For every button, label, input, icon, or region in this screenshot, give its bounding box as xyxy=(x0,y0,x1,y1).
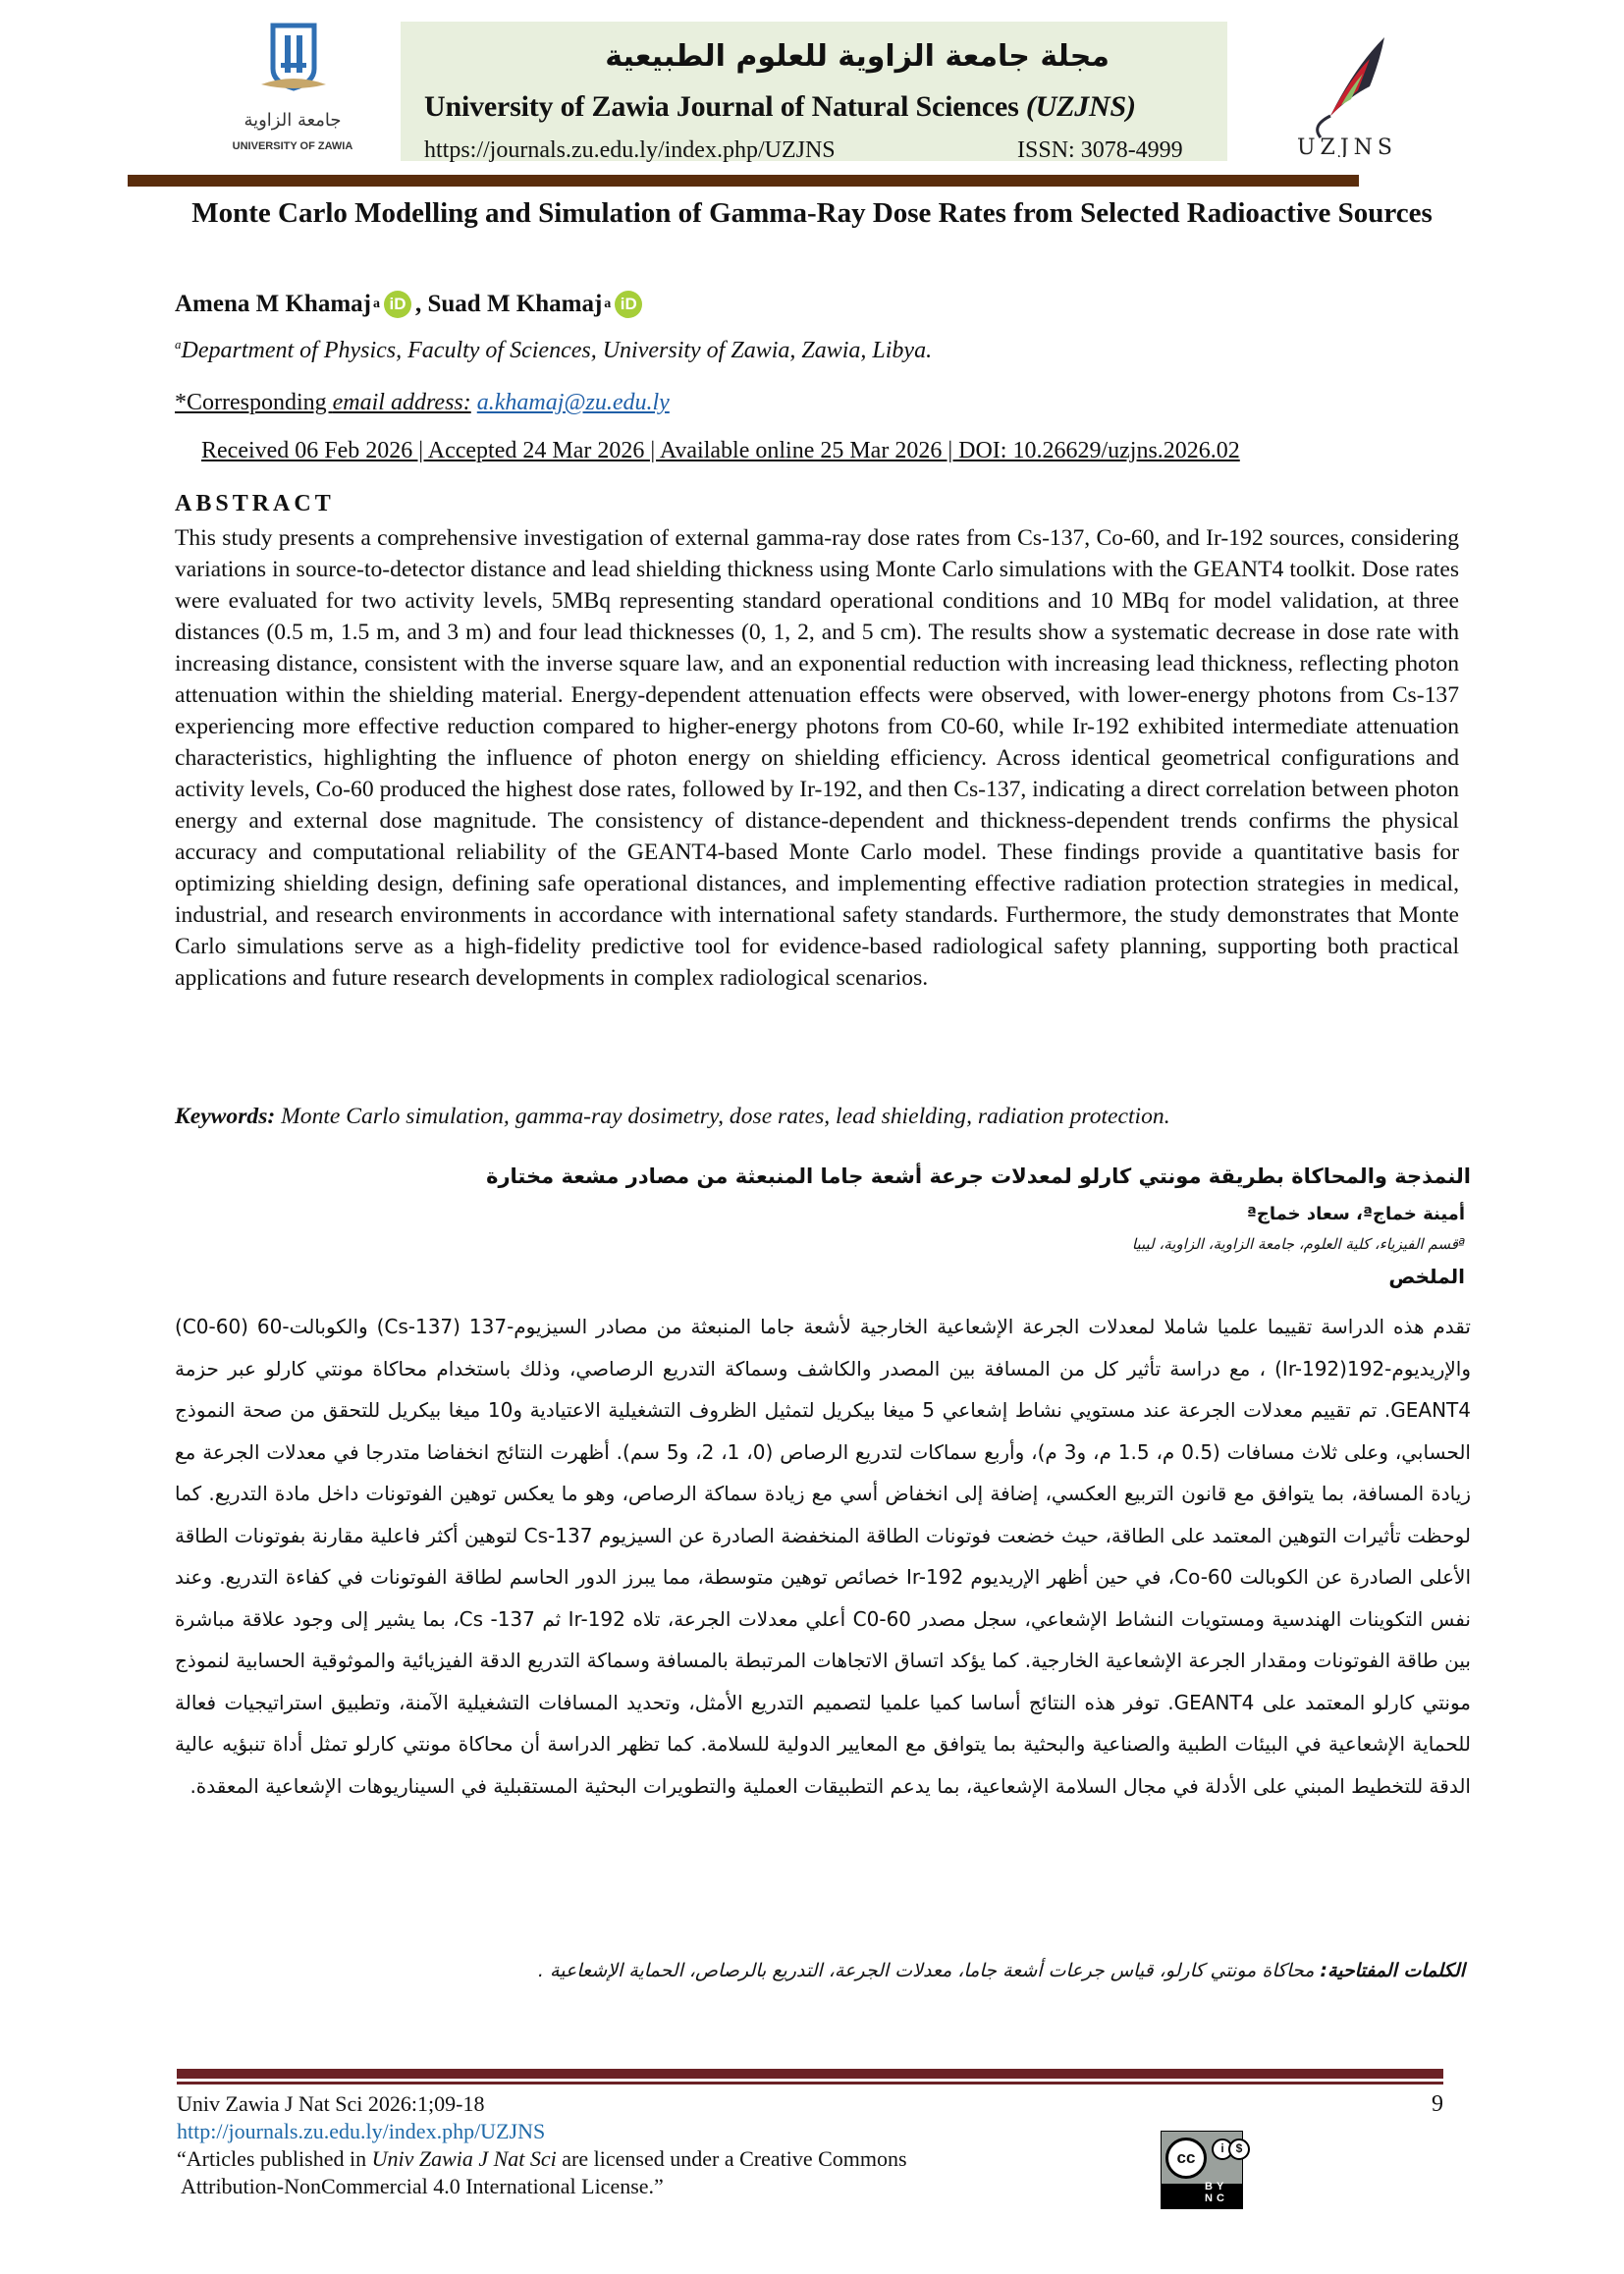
creative-commons-badge[interactable] xyxy=(1161,2131,1243,2209)
keywords-label: Keywords: xyxy=(175,1104,276,1129)
publication-dates: Received 06 Feb 2026 | Accepted 24 Mar 2026 | Available online 25 Mar 2026 | DOI: 10.26629/uzjns.2026.02 xyxy=(201,438,1240,463)
footer-divider-thin xyxy=(177,2082,1443,2084)
journal-title-arabic: مجلة جامعة الزاوية للعلوم الطبيعية xyxy=(605,39,1110,74)
university-shield-icon xyxy=(224,20,361,157)
cc-badge-label: BY NC xyxy=(1205,2181,1228,2204)
journal-title-english: University of Zawia Journal of Natural Sciences (UZJNS) xyxy=(424,90,1136,123)
license-text-line2: Attribution-NonCommercial 4.0 International License.” xyxy=(181,2174,664,2198)
journal-header-box xyxy=(401,22,1227,161)
corresponding-email xyxy=(175,390,670,416)
header-divider xyxy=(128,175,1359,187)
feather-icon xyxy=(1276,29,1424,157)
svg-text:UNIVERSITY OF ZAWIA: UNIVERSITY OF ZAWIA xyxy=(232,140,353,152)
author-name: Amena M Khamaj xyxy=(175,291,371,317)
affiliation-sup: a xyxy=(175,337,182,352)
author-name: Suad M Khamaj xyxy=(427,291,603,317)
orcid-icon[interactable]: iD xyxy=(615,291,642,318)
svg-text:جامعة الزاوية: جامعة الزاوية xyxy=(244,110,342,131)
article-title: Monte Carlo Modelling and Simulation of Gamma-Ray Dose Rates from Selected Radioactive Sources xyxy=(191,197,1433,229)
page-number: 9 xyxy=(1432,2091,1443,2117)
keywords: Keywords: Monte Carlo simulation, gamma-ray dosimetry, dose rates, lead shielding, radiation protection. xyxy=(175,1104,1170,1129)
attribution-icon: i xyxy=(1212,2139,1233,2160)
author-list xyxy=(175,291,646,318)
university-of-zawia-logo xyxy=(224,20,361,157)
footer-divider-thick xyxy=(177,2069,1443,2079)
arabic-abstract-heading: الملخص xyxy=(1388,1265,1465,1288)
author-affil-sup: a xyxy=(604,297,612,311)
license-text-line1: “Articles published in Univ Zawia J Nat Sci are licensed under a Creative Commons xyxy=(177,2146,907,2171)
journal-url[interactable]: https://journals.zu.edu.ly/index.php/UZJNS xyxy=(424,137,836,163)
arabic-authors: أمينة خماجª، سعاد خماجª xyxy=(1246,1204,1465,1224)
arabic-abstract-body: تقدم هذه الدراسة تقييما علميا شاملا لمعدلات الجرعة الإشعاعية الخارجية لأشعة جاما المنبعثة من مصادر السيزيوم-137 (Cs-137) والكوبالت-60 (C0-60) والإريديوم-192(Ir-192) ، مع دراسة تأثير كل من المسافة بين المصدر والكاشف وسماكة التدريع الرصاصي، وذلك باستخدام محاكاة مونتي كارلو عبر حزمة GEANT4. تم تقييم معدلات الجرعة عند مستويي نشاط إشعاعي 5 ميغا بيكريل لتمثيل الظروف التشغيلية الاعتيادية و10 ميغا بيكريل للتحقق من صحة النموذج الحسابي، وعلى ثلاث مسافات (0.5 م، 1.5 م، و3 م)، وأربع سماكات لتدريع الرصاص (0، 1، 2، و5 سم). أظهرت النتائج انخفاضا متدرجا في معدلات الجرعة مع زيادة المسافة، بما يتوافق مع قانون التربيع العكسي، إضافة إلى انخفاض أسي مع زيادة سماكة الرصاص، وهو ما يعكس توهين الفوتونات داخل مادة التدريع. كما لوحظت تأثيرات التوهين المعتمد على الطاقة، حيث خضعت فوتونات الطاقة المنخفضة الصادرة عن السيزيوم Cs-137 لتوهين أكثر فاعلية مقارنة بفوتونات الطاقة الأعلى الصادرة عن الكوبالت Co-60، في حين أظهر الإريديوم Ir-192 خصائص توهين متوسطة، مما يبرز الدور الحاسم لطاقة الفوتونات في كفاءة التدريع. وعند نفس التكوينات الهندسية ومستويات النشاط الإشعاعي، سجل مصدر C0-60 أعلي معدلات الجرعة، تلاه Ir-192 ثم Cs -137، بما يشير إلى وجود علاقة مباشرة بين طاقة الفوتونات ومقدار الجرعة الإشعاعية الخارجية. كما يؤكد اتساق الاتجاهات المرتبطة بالمسافة وسماكة التدريع الدقة الفيزيائية والموثوقية الحسابية لنموذج مونتي كارلو المعتمد على GEANT4. توفر هذه النتائج أساسا كميا علميا لتصميم التدريع الأمثل، وتحديد المسافات التشغيلية الآمنة، وتطبيق استراتيجيات فعالة للحماية الإشعاعية في البيئات الطبية والصناعية والبحثية بما يتوافق مع المعايير الدولية للسلامة. كما تظهر الدراسة أن محاكاة مونتي كارلو تمثل أداة تنبؤيه عالية الدقة للتخطيط المبني على الأدلة في مجال السلامة الإشعاعية، بما يدعم التطبيقات العملية والتطويرات البحثية المستقبلية في السيناريوهات الإشعاعية المعقدة. xyxy=(175,1315,1471,1798)
arabic-title: النمذجة والمحاكاة بطريقة مونتي كارلو لمعدلات جرعة أشعة جاما المنبعثة من مصادر مشعة مختارة xyxy=(486,1164,1471,1188)
journal-issn: ISSN: 3078-4999 xyxy=(1017,137,1183,163)
corresponding-label: *Corresponding email address: xyxy=(175,390,471,415)
abstract-heading: ABSTRACT xyxy=(175,491,335,516)
arabic-keywords-label: الكلمات المفتاحية: xyxy=(1320,1960,1465,1981)
orcid-icon[interactable]: iD xyxy=(384,291,411,318)
journal-abbrev: (UZJNS) xyxy=(1025,90,1136,123)
arabic-affiliation: ªقسم الفيزياء، كلية العلوم، جامعة الزاوية، الزاوية، ليبيا xyxy=(1131,1235,1465,1253)
uzjns-logo xyxy=(1276,29,1424,157)
arabic-keywords: الكلمات المفتاحية: محاكاة مونتي كارلو، قياس جرعات أشعة جاما، معدلات الجرعة، التدريع بالرصاص، الحماية الإشعاعية . xyxy=(537,1960,1465,1981)
abstract-body: This study presents a comprehensive investigation of external gamma-ray dose rates from Cs-137, Co-60, and Ir-192 sources, considering variations in source-to-detector distance and lead shielding thickness using Monte Carlo simulations with the GEANT4 toolkit. Dose rates were evaluated for two activity levels, 5MBq representing standard operational conditions and 10 MBq for model validation, at three distances (0.5 m, 1.5 m, and 3 m) and four lead thicknesses (0, 1, 2, and 5 cm). The results show a systematic decrease in dose rate with increasing distance, consistent with the inverse square law, and an exponential reduction with increasing lead thickness, reflecting photon attenuation within the shielding material. Energy-dependent attenuation effects were observed, with lower-energy photons from Cs-137 experiencing more effective reduction compared to higher-energy photons from C0-60, while Ir-192 exhibited intermediate attenuation characteristics, highlighting the influence of photon energy on shielding efficiency. Across identical geometrical configurations and activity levels, Co-60 produced the highest dose rates, followed by Ir-192, and then Cs-137, indicating a direct correlation between photon energy and external dose magnitude. The consistency of distance-dependent and thickness-dependent trends confirms the physical accuracy and computational reliability of the GEANT4-based Monte Carlo model. These findings provide a quantitative basis for optimizing shielding design, defining safe operational distances, and implementing effective radiation protection strategies in medical, industrial, and research environments in accordance with international safety standards. Furthermore, the study demonstrates that Monte Carlo simulations serve as a high-fidelity predictive tool for evidence-based radiological safety planning, supporting both practical applications and future research developments in complex radiological scenarios. xyxy=(175,525,1459,991)
noncommercial-icon: $ xyxy=(1228,2139,1250,2160)
footer-citation: Univ Zawia J Nat Sci 2026:1;09-18 xyxy=(177,2091,485,2116)
author-separator: , xyxy=(414,291,422,317)
author-affil-sup: a xyxy=(372,297,380,311)
footer-journal-link[interactable]: http://journals.zu.edu.ly/index.php/UZJNS xyxy=(177,2119,546,2143)
affiliation: $^a$Department of Physics, Faculty of Sciences, University of Zawia, Zawia, Libya. xyxy=(175,337,933,363)
cc-icon: cc xyxy=(1165,2138,1207,2179)
email-link[interactable]: a.khamaj@zu.edu.ly xyxy=(476,390,670,415)
svg-text:UZJNS: UZJNS xyxy=(1297,135,1397,157)
